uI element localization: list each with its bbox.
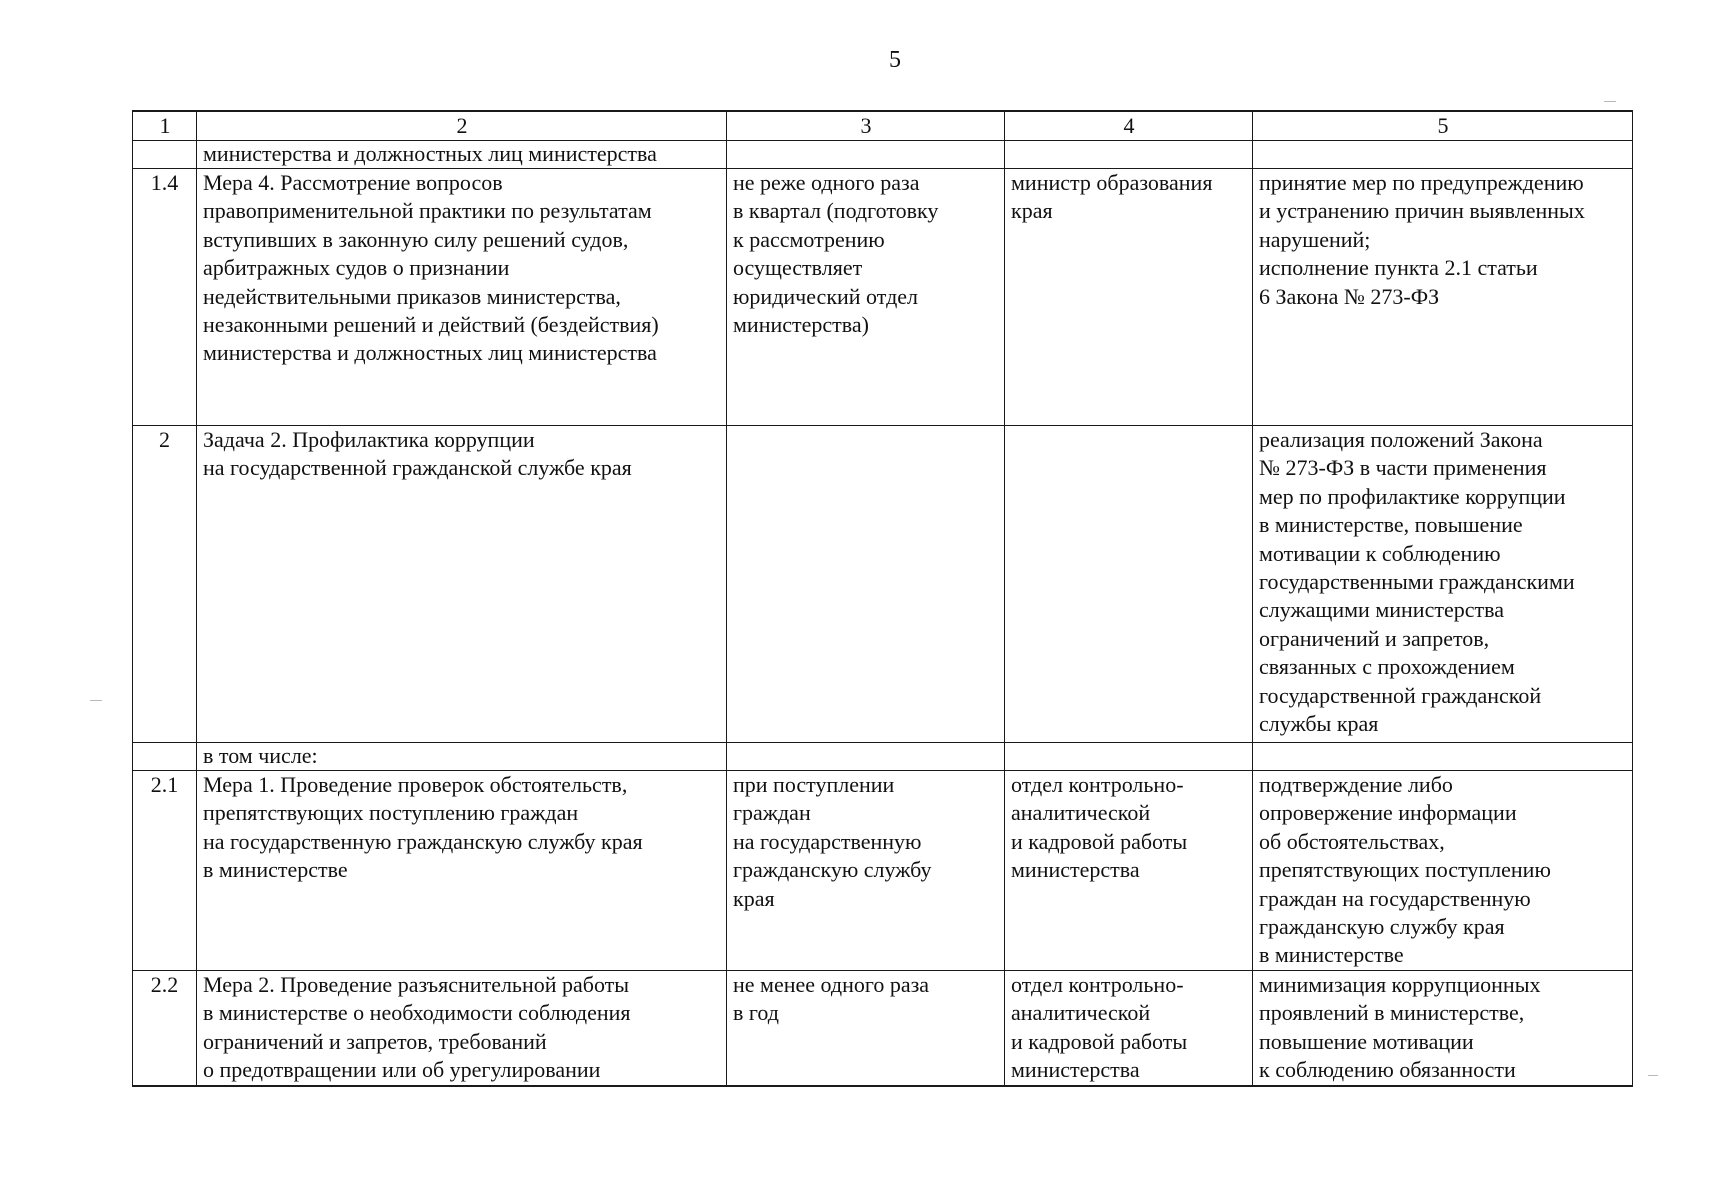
period-cell: не менее одного раза в год xyxy=(727,971,1005,1086)
measure-cell: Мера 1. Проведение проверок обстоятельств, препятствующих поступлению граждан на государственную гражданскую службу края в министерстве xyxy=(197,771,727,971)
period-cell xyxy=(727,426,1005,743)
table-row xyxy=(133,743,1633,771)
table-row xyxy=(133,169,1633,426)
row-number xyxy=(133,743,197,771)
result-cell xyxy=(1253,743,1633,771)
result-cell: реализация положений Закона № 273-ФЗ в части применения мер по профилактике коррупции в министерстве, повышение мотивации к соблюдению государственными гражданскими служащими министерства ограничений и запретов, связанных с прохождением государственной гражданской службы края xyxy=(1253,426,1633,743)
column-header-2: 2 xyxy=(197,111,727,141)
row-number: 1.4 xyxy=(133,169,197,426)
period-cell: при поступлении граждан на государственную гражданскую службу края xyxy=(727,771,1005,971)
measure-cell: Мера 4. Рассмотрение вопросов правоприменительной практики по результатам вступивших в законную силу решений судов, арбитражных судов о признании недействительными приказов министерства, незаконными решений и действий (бездействия) министерства и должностных лиц министерства xyxy=(197,169,727,426)
responsible-cell xyxy=(1005,743,1253,771)
row-number xyxy=(133,141,197,169)
responsible-cell xyxy=(1005,426,1253,743)
measure-cell: Задача 2. Профилактика коррупции на государственной гражданской службе края xyxy=(197,426,727,743)
responsible-cell xyxy=(1005,141,1253,169)
scan-mark-right-bottom xyxy=(1648,1075,1658,1076)
result-cell: подтверждение либо опровержение информации об обстоятельствах, препятствующих поступлению граждан на государственную гражданскую службу края в министерстве xyxy=(1253,771,1633,971)
responsible-cell: министр образования края xyxy=(1005,169,1253,426)
table-row xyxy=(133,971,1633,1086)
responsible-cell: отдел контрольно- аналитической и кадровой работы министерства xyxy=(1005,971,1253,1086)
table-header-row xyxy=(133,111,1633,141)
measure-cell: Мера 2. Проведение разъяснительной работы в министерстве о необходимости соблюдения ограничений и запретов, требований о предотвращении или об урегулировании xyxy=(197,971,727,1086)
table-row xyxy=(133,771,1633,971)
period-cell: не реже одного раза в квартал (подготовку к рассмотрению осуществляет юридический отдел министерства) xyxy=(727,169,1005,426)
responsible-cell: отдел контрольно- аналитической и кадровой работы министерства xyxy=(1005,771,1253,971)
result-cell xyxy=(1253,141,1633,169)
column-header-4: 4 xyxy=(1005,111,1253,141)
column-header-5: 5 xyxy=(1253,111,1633,141)
table-row xyxy=(133,141,1633,169)
measure-cell: в том числе: xyxy=(197,743,727,771)
period-cell xyxy=(727,141,1005,169)
measure-cell: министерства и должностных лиц министерства xyxy=(197,141,727,169)
result-cell: принятие мер по предупреждению и устранению причин выявленных нарушений; исполнение пункта 2.1 статьи 6 Закона № 273-ФЗ xyxy=(1253,169,1633,426)
row-number: 2 xyxy=(133,426,197,743)
period-cell xyxy=(727,743,1005,771)
table-row xyxy=(133,426,1633,743)
column-header-1: 1 xyxy=(133,111,197,141)
column-header-3: 3 xyxy=(727,111,1005,141)
row-number: 2.1 xyxy=(133,771,197,971)
row-number: 2.2 xyxy=(133,971,197,1086)
result-cell: минимизация коррупционных проявлений в министерстве, повышение мотивации к соблюдению обязанности xyxy=(1253,971,1633,1086)
scan-mark-left xyxy=(90,700,102,701)
measures-table xyxy=(132,110,1633,1087)
page-number: 5 xyxy=(889,47,901,73)
scan-mark-right-top xyxy=(1604,101,1616,102)
